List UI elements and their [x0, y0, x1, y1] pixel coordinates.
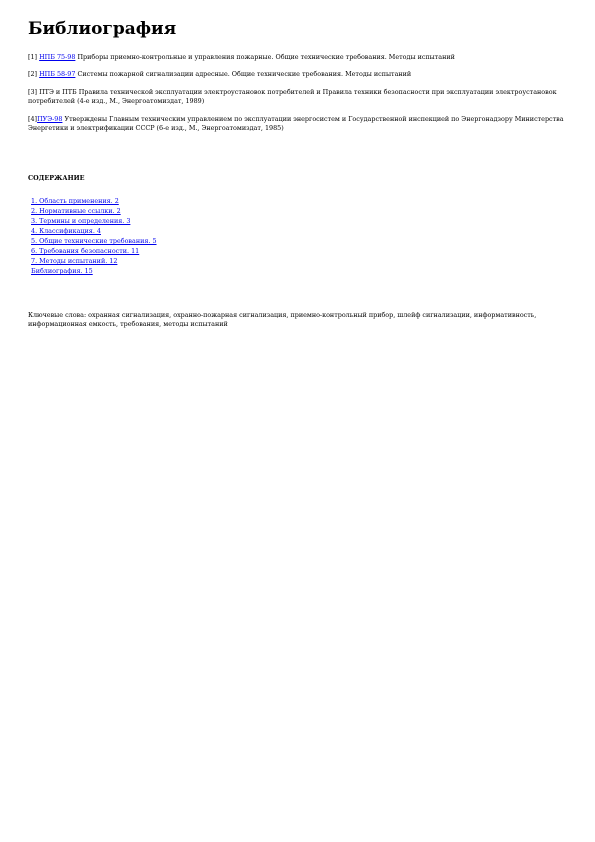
toc-link-normative-references[interactable]: 2. Нормативные ссылки. 2 [31, 207, 121, 215]
toc-item-8 [31, 266, 157, 276]
keywords-paragraph: Ключевые слова: охранная сигнализация, охранно-пожарная сигнализация, приемно-контрольный прибор, шлейф сигнализации, информативность, информационная емкость, требования, методы испытаний [28, 311, 537, 329]
toc-link-safety-requirements[interactable]: 6. Требования безопасности. 11 [31, 247, 140, 255]
toc-heading: СОДЕРЖАНИЕ [28, 174, 85, 182]
bibliography-text: Утверждены Главным техническим управлением по эксплуатации энергосистем и Государственной инспекцией по Энергонадзору Министерства Энергетики и электрификации СССР (6-е изд., М., Энергоатомиздат, 1985) [28, 114, 564, 133]
bibliography-number: [3] [28, 87, 38, 96]
bibliography-text: ПТЭ и ПТБ Правила технической эксплуатации электроустановок потребителей и Правила техники безопасности при эксплуатации электроустановок потребителей (4-е изд., М., Энергоатомиздат, 1989) [28, 87, 557, 106]
toc-item-6 [31, 246, 157, 256]
bibliography-number: [4] [28, 114, 38, 123]
bibliography-text: Приборы приемно-контрольные и управления пожарные. Общие технические требования. Методы испытаний [77, 53, 455, 61]
bibliography-link-npb-58-97[interactable]: НПБ 58-97 [39, 70, 76, 79]
bibliography-entry-2 [28, 70, 568, 79]
toc-link-bibliography[interactable]: Библиография. 15 [31, 267, 93, 275]
toc-link-scope[interactable]: 1. Область применения. 2 [31, 197, 119, 205]
bibliography-text: Системы пожарной сигнализации адресные. Общие технические требования. Методы испытаний [77, 70, 412, 79]
table-of-contents [31, 196, 157, 276]
toc-item-7 [31, 256, 157, 266]
toc-link-general-requirements[interactable]: 5. Общие технические требования. 5 [31, 237, 157, 245]
toc-link-test-methods[interactable]: 7. Методы испытаний. 12 [31, 257, 118, 265]
page-title: Библиография [28, 19, 177, 39]
toc-item-2 [31, 206, 157, 216]
bibliography-list [28, 53, 568, 141]
toc-item-4 [31, 226, 157, 236]
bibliography-entry-3 [28, 88, 568, 107]
bibliography-link-pue-98[interactable]: ПУЭ-98 [37, 114, 63, 123]
toc-item-5 [31, 236, 157, 246]
bibliography-entry-1 [28, 53, 568, 62]
bibliography-number: [1] [28, 53, 38, 61]
toc-link-terms-definitions[interactable]: 3. Термины и определения. 3 [31, 217, 131, 225]
toc-item-3 [31, 216, 157, 226]
toc-link-classification[interactable]: 4. Классификация. 4 [31, 227, 101, 235]
toc-item-1 [31, 196, 157, 206]
bibliography-entry-4 [28, 115, 568, 134]
bibliography-link-npb-75-98[interactable]: НПБ 75-98 [39, 53, 76, 61]
bibliography-number: [2] [28, 70, 38, 79]
